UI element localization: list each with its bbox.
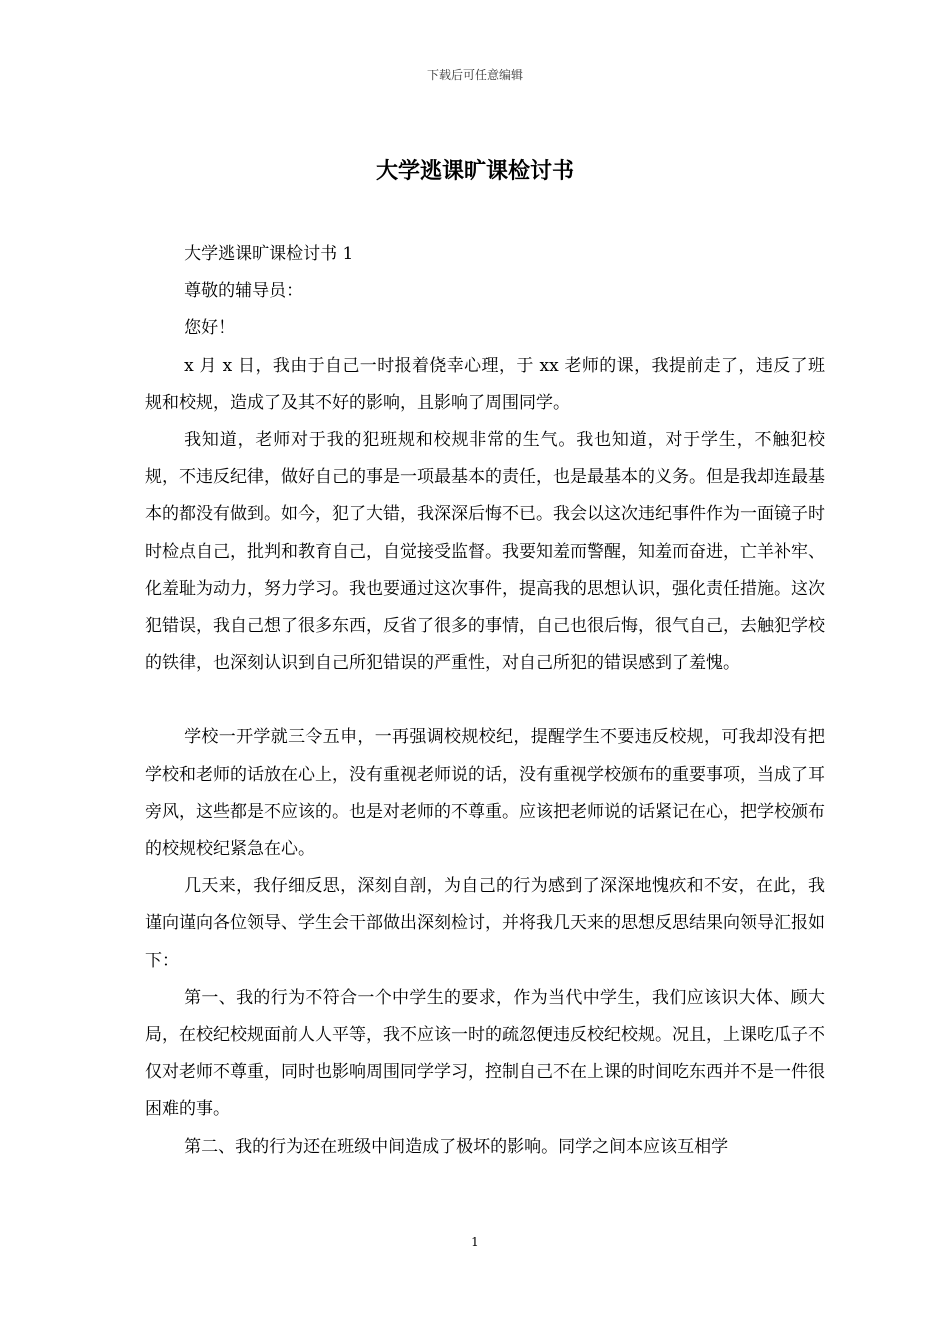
document-body	[145, 236, 825, 1166]
paragraph-greeting: 您好！	[184, 318, 236, 339]
paragraph-salutation: 尊敬的辅导员：	[184, 281, 304, 302]
paragraph-school-rules: 学校一开学就三令五申，一再强调校规校纪，提醒学生不要违反校规，可我却没有把学校和老师的话放在心上，没有重视老师说的话，没有重视学校颁布的重要事项，当成了耳旁风，这些都是不应该的。也是对老师的不尊重。应该把老师说的话紧记在心，把学校颁布的校规校纪紧急在心。	[145, 727, 825, 860]
page-number: 1	[471, 1235, 479, 1249]
document-title: 大学逃课旷课检讨书	[375, 158, 574, 184]
paragraph-reflection: 我知道，老师对于我的犯班规和校规非常的生气。我也知道，对于学生，不触犯校规，不违反纪律，做好自己的事是一项最基本的责任，也是最基本的义务。但是我却连最基本的都没有做到。如今，犯了大错，我深深后悔不已。我会以这次违纪事件作为一面镜子时时检点自己，批判和教育自己，自觉接受监督。我要知羞而警醒，知羞而奋进，亡羊补牢、化羞耻为动力，努力学习。我也要通过这次事件，提高我的思想认识，强化责任措施。这次犯错误，我自己想了很多东西，反省了很多的事情，自己也很后悔，很气自己，去触犯学校的铁律，也深刻认识到自己所犯错误的严重性，对自己所犯的错误感到了羞愧。	[145, 430, 825, 674]
paragraph-self-examination: 几天来，我仔细反思，深刻自剖，为自己的行为感到了深深地愧疚和不安，在此，我谨向谨向各位领导、学生会干部做出深刻检讨，并将我几天来的思想反思结果向领导汇报如下：	[145, 876, 825, 971]
paragraph-point-two: 第二、我的行为还在班级中间造成了极坏的影响。同学之间本应该互相学	[184, 1136, 729, 1157]
page-header-note: 下载后可任意编辑	[426, 68, 523, 82]
paragraph-point-one: 第一、我的行为不符合一个中学生的要求，作为当代中学生，我们应该识大体、顾大局，在校纪校规面前人人平等，我不应该一时的疏忽便违反校纪校规。况且，上课吃瓜子不仅对老师不尊重，同时也影响周围同学学习，控制自己不在上课的时间吃东西并不是一件很困难的事。	[145, 987, 825, 1120]
paragraph-heading: 大学逃课旷课检讨书 1	[184, 244, 354, 264]
paragraph-incident: x 月 x 日，我由于自己一时报着侥幸心理，于 xx 老师的课，我提前走了，违反了班规和校规，造成了及其不好的影响，且影响了周围同学。	[145, 355, 825, 413]
